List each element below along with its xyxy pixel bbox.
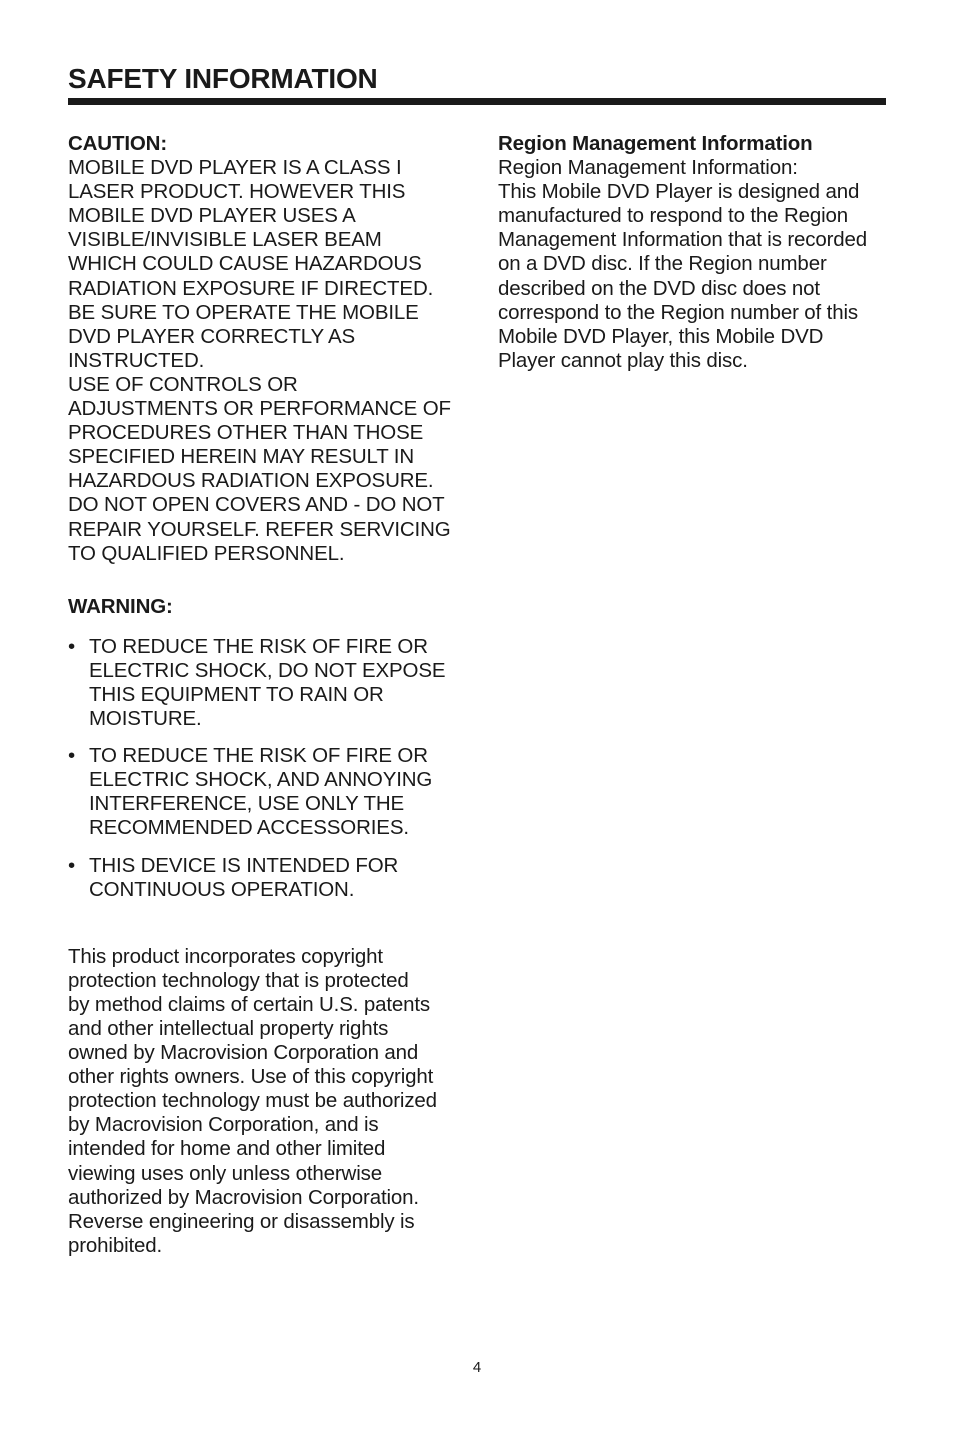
copyright-line: other rights owners. Use of this copyright	[68, 1065, 434, 1089]
caution-line: USE OF CONTROLS OR	[68, 372, 298, 396]
title-divider	[68, 98, 886, 105]
caution-section	[68, 132, 468, 566]
caution-line: TO QUALIFIED PERSONNEL.	[68, 541, 345, 565]
region-line: This Mobile DVD Player is designed and	[498, 180, 860, 204]
caution-heading: CAUTION:	[68, 132, 168, 155]
region-line: described on the DVD disc does not	[498, 276, 820, 300]
copyright-line: protection technology must be authorized	[68, 1089, 437, 1113]
page-number: 4	[472, 1359, 482, 1376]
warning-line: CONTINUOUS OPERATION.	[89, 877, 355, 901]
warning-line: ELECTRIC SHOCK, AND ANNOYING	[89, 768, 433, 792]
copyright-line: Reverse engineering or disassembly is	[68, 1209, 415, 1233]
region-line: manufactured to respond to the Region	[498, 204, 849, 228]
copyright-line: by method claims of certain U.S. patents	[68, 992, 431, 1016]
region-line: Player cannot play this disc.	[498, 348, 748, 372]
copyright-line: prohibited.	[68, 1233, 163, 1257]
region-heading: Region Management Information	[498, 132, 813, 155]
warning-item	[68, 854, 468, 902]
caution-line: HAZARDOUS RADIATION EXPOSURE.	[68, 469, 434, 493]
caution-body	[68, 156, 468, 566]
copyright-line: owned by Macrovision Corporation and	[68, 1041, 419, 1065]
left-column	[68, 132, 468, 1258]
warning-line: INTERFERENCE, USE ONLY THE	[89, 792, 405, 816]
copyright-line: intended for home and other limited	[68, 1137, 386, 1161]
caution-line: REPAIR YOURSELF. REFER SERVICING	[68, 517, 451, 541]
warning-line: RECOMMENDED ACCESSORIES.	[89, 816, 409, 840]
warning-line: TO REDUCE THE RISK OF FIRE OR	[89, 744, 428, 768]
warning-line: THIS DEVICE IS INTENDED FOR	[89, 853, 399, 877]
bullet-icon: •	[68, 634, 76, 658]
caution-line: SPECIFIED HEREIN MAY RESULT IN	[68, 445, 414, 469]
bullet-icon: •	[68, 853, 76, 877]
caution-line: MOBILE DVD PLAYER IS A CLASS I	[68, 156, 402, 180]
region-line: Management Information that is recorded	[498, 228, 868, 252]
caution-line: MOBILE DVD PLAYER USES A	[68, 204, 356, 228]
caution-line: LASER PRODUCT. HOWEVER THIS	[68, 180, 406, 204]
caution-line: INSTRUCTED.	[68, 348, 205, 372]
warning-item	[68, 744, 468, 840]
warning-line: THIS EQUIPMENT TO RAIN OR	[89, 682, 384, 706]
warning-line: MOISTURE.	[89, 707, 202, 731]
caution-line: DVD PLAYER CORRECTLY AS	[68, 324, 356, 348]
warning-list	[68, 635, 468, 902]
copyright-line: viewing uses only unless otherwise	[68, 1161, 382, 1185]
warning-heading: WARNING:	[68, 594, 173, 618]
warning-item	[68, 635, 468, 731]
caution-line: VISIBLE/INVISIBLE LASER BEAM	[68, 228, 382, 252]
caution-line: WHICH COULD CAUSE HAZARDOUS	[68, 252, 422, 276]
copyright-line: protection technology that is protected	[68, 968, 409, 992]
region-line: Region Management Information:	[498, 156, 798, 180]
caution-line: DO NOT OPEN COVERS AND - DO NOT	[68, 493, 445, 517]
caution-line: ADJUSTMENTS OR PERFORMANCE OF	[68, 397, 451, 421]
copyright-line: This product incorporates copyright	[68, 944, 383, 968]
right-column	[498, 132, 898, 373]
copyright-line: and other intellectual property rights	[68, 1017, 389, 1040]
region-line: correspond to the Region number of this	[498, 300, 858, 324]
caution-line: RADIATION EXPOSURE IF DIRECTED.	[68, 276, 434, 300]
region-line: on a DVD disc. If the Region number	[498, 252, 827, 276]
region-line: Mobile DVD Player, this Mobile DVD	[498, 324, 824, 348]
warning-line: TO REDUCE THE RISK OF FIRE OR	[89, 634, 428, 658]
bullet-icon: •	[68, 744, 76, 768]
caution-line: BE SURE TO OPERATE THE MOBILE	[68, 300, 419, 324]
region-section	[498, 132, 898, 373]
copyright-line: by Macrovision Corporation, and is	[68, 1113, 379, 1137]
page-title: SAFETY INFORMATION	[68, 63, 378, 94]
copyright-line: authorized by Macrovision Corporation.	[68, 1185, 419, 1209]
warning-section	[68, 595, 468, 902]
copyright-notice	[68, 945, 468, 1258]
caution-line: PROCEDURES OTHER THAN THOSE	[68, 421, 424, 445]
warning-line: ELECTRIC SHOCK, DO NOT EXPOSE	[89, 658, 446, 682]
